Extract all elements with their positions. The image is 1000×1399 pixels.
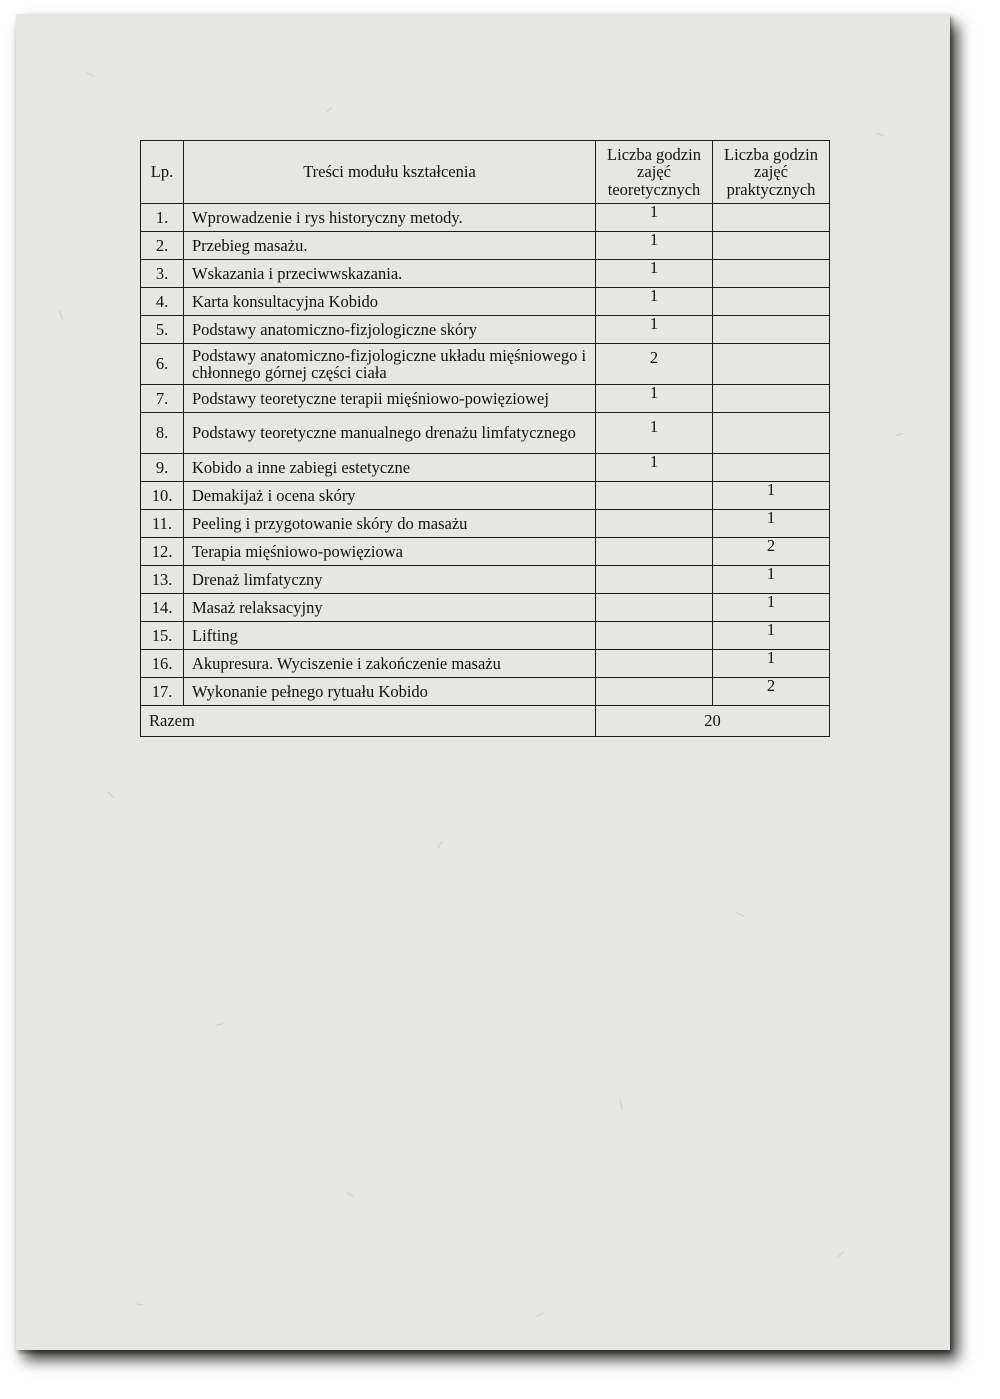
row-practice-hours	[713, 563, 830, 594]
table-header-row	[141, 141, 830, 204]
total-label: Razem	[141, 706, 596, 737]
row-theory-hours	[596, 313, 713, 344]
row-theory-hours	[596, 344, 713, 385]
row-theory-hours	[596, 285, 713, 316]
row-number: 10.	[141, 482, 184, 510]
row-topic: Przebieg masażu.	[184, 232, 596, 260]
row-theory-hours	[596, 622, 713, 650]
table-row	[141, 650, 830, 678]
theory-value: 1	[649, 285, 659, 305]
table-row	[141, 594, 830, 622]
table-row	[141, 482, 830, 510]
theory-value: 1	[649, 257, 659, 277]
row-number: 12.	[141, 538, 184, 566]
row-theory-hours	[596, 413, 713, 454]
row-theory-hours	[596, 510, 713, 538]
row-practice-hours	[713, 204, 830, 232]
row-topic: Wskazania i przeciwwskazania.	[184, 260, 596, 288]
header-lp: Lp.	[141, 141, 184, 204]
table-row	[141, 316, 830, 344]
row-number: 6.	[141, 344, 184, 385]
row-theory-hours	[596, 678, 713, 706]
row-theory-hours	[596, 382, 713, 413]
row-number: 8.	[141, 413, 184, 454]
row-practice-hours	[713, 675, 830, 706]
row-topic: Lifting	[184, 622, 596, 650]
row-number: 5.	[141, 316, 184, 344]
row-number: 9.	[141, 454, 184, 482]
row-topic: Kobido a inne zabiegi estetyczne	[184, 454, 596, 482]
row-practice-hours	[713, 232, 830, 260]
practice-value: 2	[766, 675, 776, 695]
practice-value: 1	[766, 507, 776, 527]
row-topic: Drenaż limfatyczny	[184, 566, 596, 594]
theory-value: 1	[649, 451, 659, 471]
row-topic: Akupresura. Wyciszenie i zakończenie masażu	[184, 650, 596, 678]
row-topic: Podstawy anatomiczno-fizjologiczne układu mięśniowego i chłonnego górnej części ciała	[184, 344, 596, 385]
row-practice-hours	[713, 413, 830, 454]
practice-value: 1	[766, 591, 776, 611]
row-topic: Terapia mięśniowo-powięziowa	[184, 538, 596, 566]
total-row	[141, 706, 830, 737]
row-number: 14.	[141, 594, 184, 622]
row-number: 11.	[141, 510, 184, 538]
row-topic: Karta konsultacyjna Kobido	[184, 288, 596, 316]
table-row	[141, 232, 830, 260]
row-practice-hours	[713, 288, 830, 316]
row-topic: Masaż relaksacyjny	[184, 594, 596, 622]
row-practice-hours	[713, 619, 830, 650]
row-theory-hours	[596, 482, 713, 510]
table-row	[141, 566, 830, 594]
header-topic: Treści modułu kształcenia	[184, 141, 596, 204]
practice-value: 2	[766, 535, 776, 555]
row-number: 2.	[141, 232, 184, 260]
theory-value: 1	[649, 417, 659, 437]
practice-value: 1	[766, 619, 776, 639]
header-theory-hours: Liczba godzin zajęć teoretycznych	[596, 141, 713, 204]
theory-value: 1	[649, 382, 659, 402]
row-practice-hours	[713, 260, 830, 288]
row-practice-hours	[713, 507, 830, 538]
row-number: 1.	[141, 204, 184, 232]
theory-value: 1	[649, 201, 659, 221]
row-theory-hours	[596, 538, 713, 566]
table-row	[141, 510, 830, 538]
row-practice-hours	[713, 454, 830, 482]
theory-value: 1	[649, 313, 659, 333]
row-topic: Demakijaż i ocena skóry	[184, 482, 596, 510]
table-row	[141, 622, 830, 650]
table-row	[141, 260, 830, 288]
practice-value: 1	[766, 563, 776, 583]
row-theory-hours	[596, 594, 713, 622]
table-row	[141, 288, 830, 316]
row-theory-hours	[596, 201, 713, 232]
row-topic: Peeling i przygotowanie skóry do masażu	[184, 510, 596, 538]
row-practice-hours	[713, 479, 830, 510]
row-number: 17.	[141, 678, 184, 706]
row-practice-hours	[713, 316, 830, 344]
row-number: 15.	[141, 622, 184, 650]
table-row	[141, 413, 830, 454]
practice-value: 1	[766, 647, 776, 667]
row-practice-hours	[713, 344, 830, 385]
row-topic: Podstawy teoretyczne manualnego drenażu limfatycznego	[184, 413, 596, 454]
theory-value: 2	[649, 348, 659, 368]
row-topic: Wykonanie pełnego rytuału Kobido	[184, 678, 596, 706]
row-theory-hours	[596, 650, 713, 678]
table-row	[141, 204, 830, 232]
row-number: 13.	[141, 566, 184, 594]
paper-sheet	[16, 14, 950, 1350]
table-row	[141, 344, 830, 385]
row-theory-hours	[596, 229, 713, 260]
table-row	[141, 538, 830, 566]
theory-value: 1	[649, 229, 659, 249]
row-topic: Podstawy anatomiczno-fizjologiczne skóry	[184, 316, 596, 344]
row-topic: Podstawy teoretyczne terapii mięśniowo-powięziowej	[184, 385, 596, 413]
row-number: 3.	[141, 260, 184, 288]
row-number: 16.	[141, 650, 184, 678]
row-number: 7.	[141, 385, 184, 413]
row-practice-hours	[713, 591, 830, 622]
table-row	[141, 454, 830, 482]
row-practice-hours	[713, 385, 830, 413]
row-practice-hours	[713, 647, 830, 678]
row-theory-hours	[596, 566, 713, 594]
total-value: 20	[596, 706, 830, 737]
module-content-table	[140, 140, 830, 737]
row-practice-hours	[713, 535, 830, 566]
practice-value: 1	[766, 479, 776, 499]
table-row	[141, 678, 830, 706]
table-row	[141, 385, 830, 413]
row-number: 4.	[141, 288, 184, 316]
row-theory-hours	[596, 451, 713, 482]
header-practice-hours: Liczba godzin zajęć praktycznych	[713, 141, 830, 204]
row-theory-hours	[596, 257, 713, 288]
row-topic: Wprowadzenie i rys historyczny metody.	[184, 204, 596, 232]
